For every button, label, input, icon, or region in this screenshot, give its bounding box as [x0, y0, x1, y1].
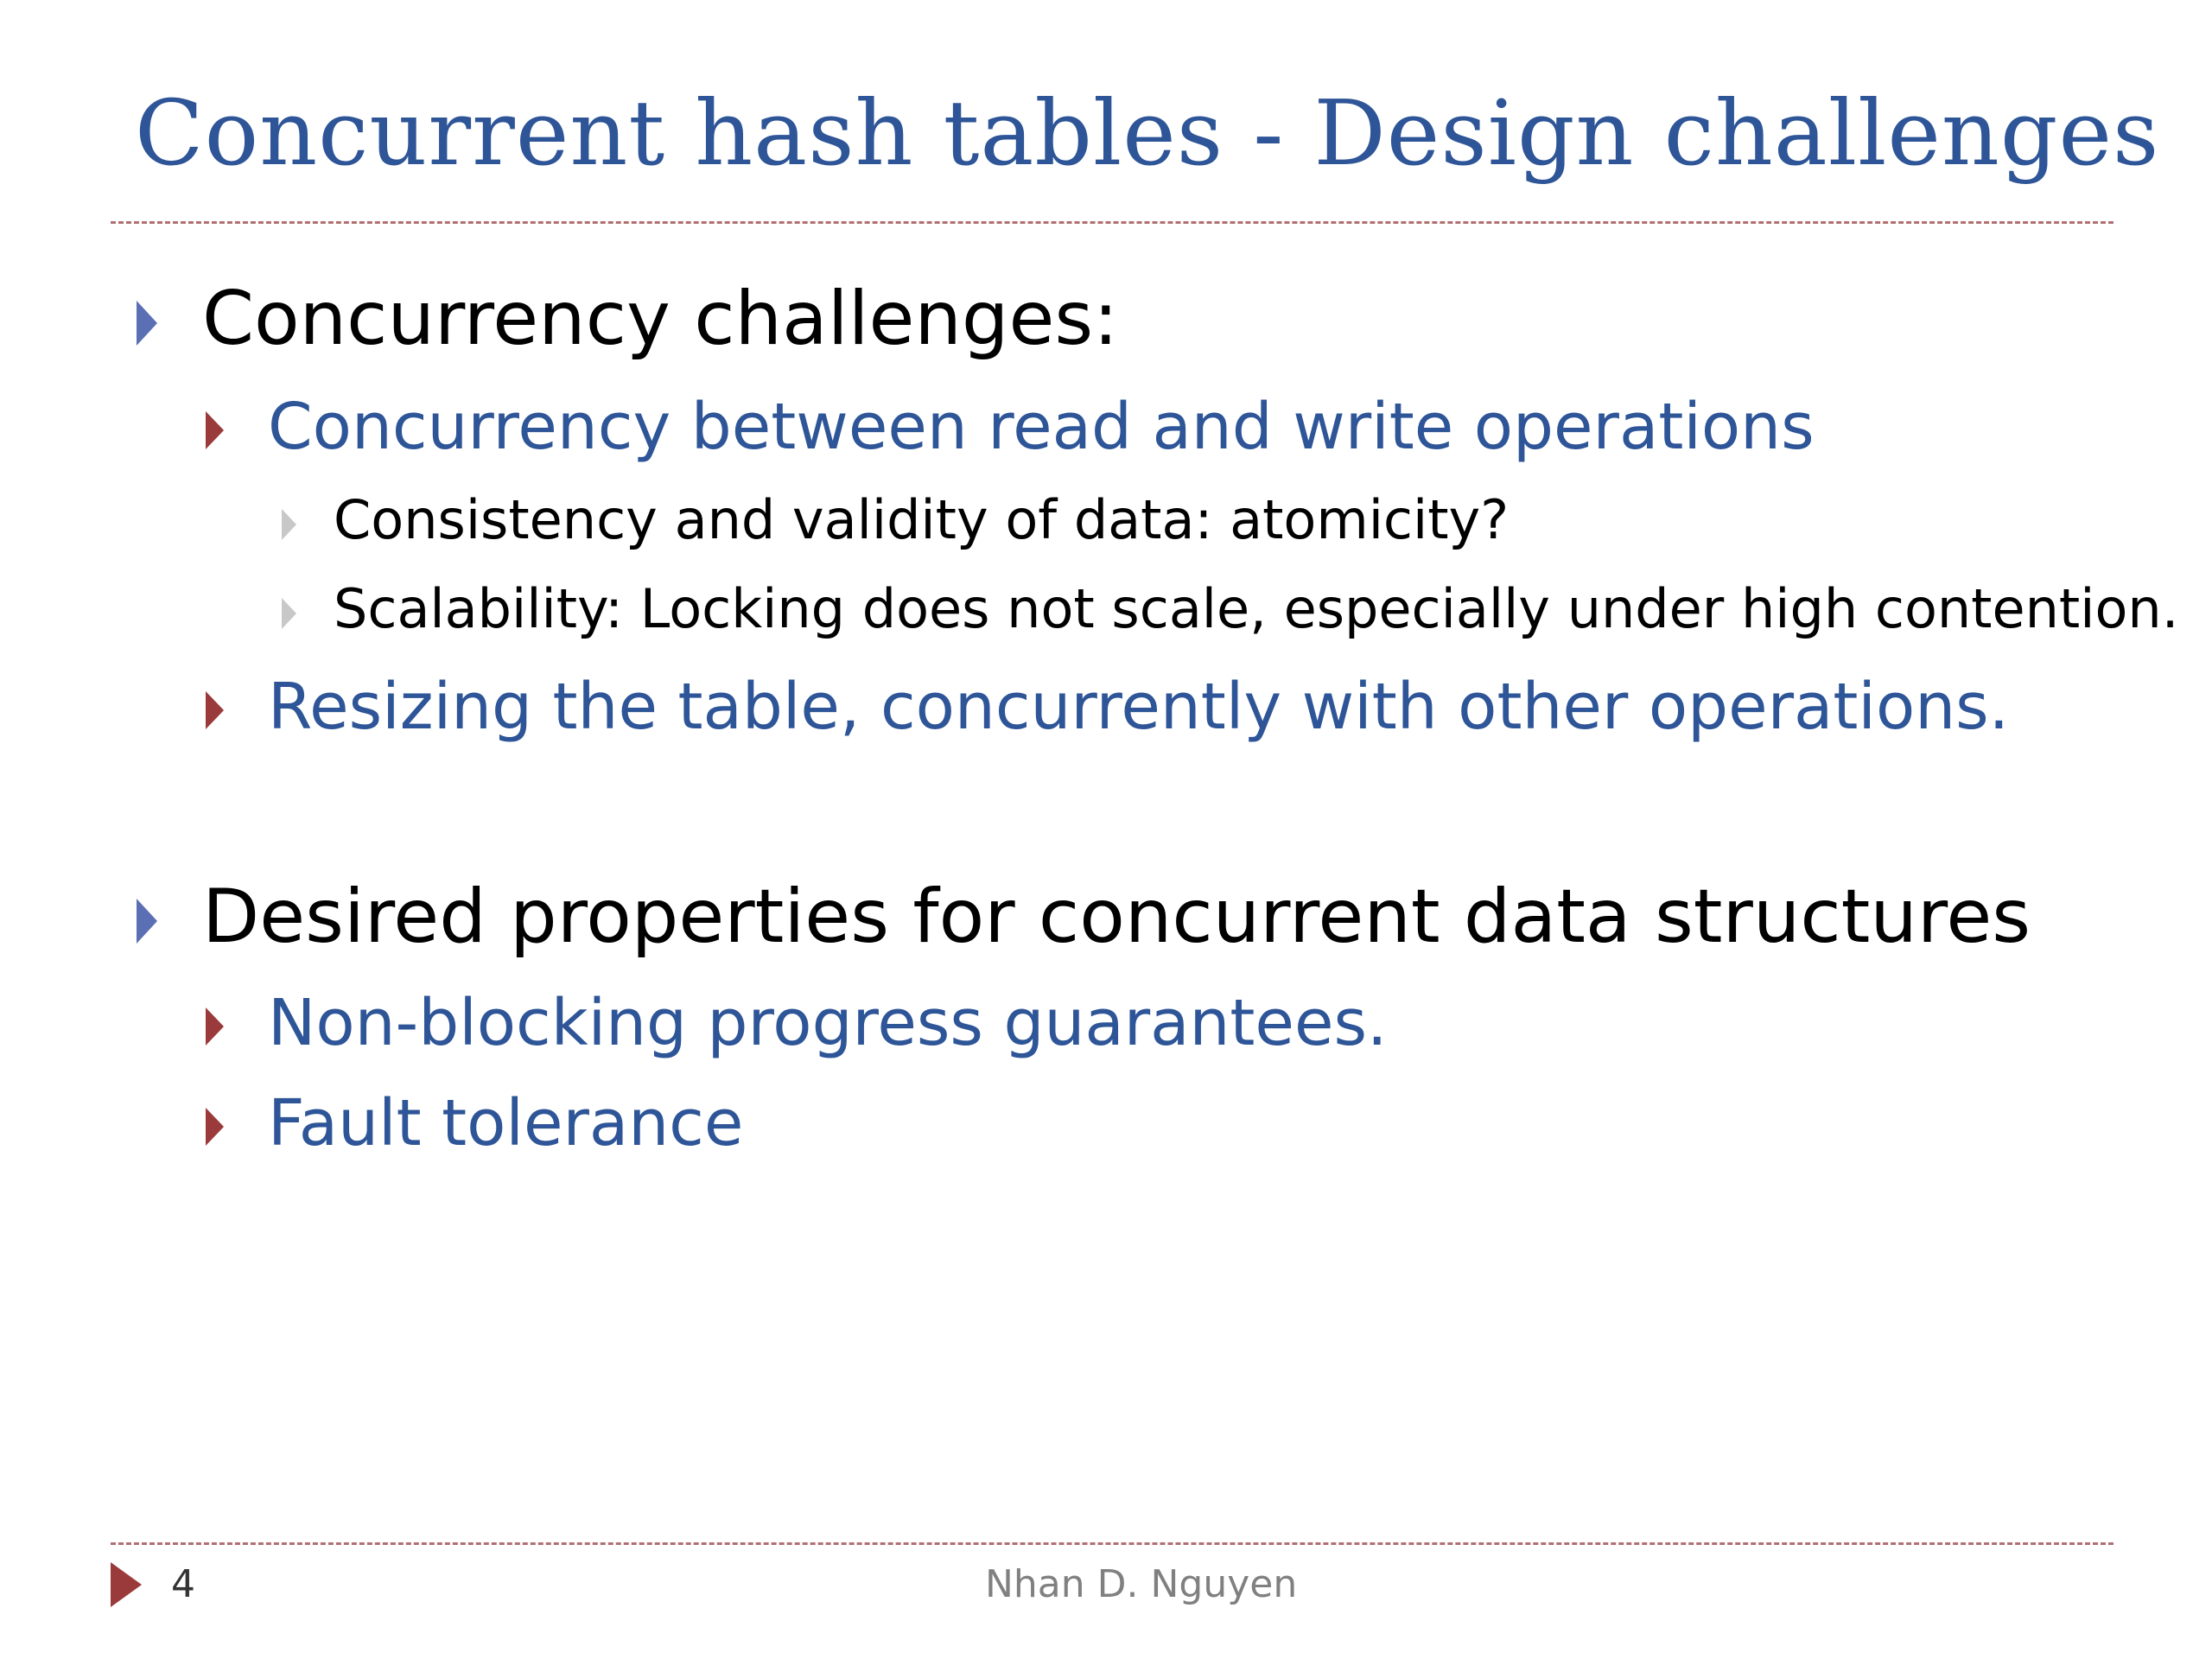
footer-triangle-icon [111, 1562, 142, 1607]
bullet-text: Concurrency challenges: [202, 276, 1119, 362]
footer-divider [111, 1542, 2113, 1545]
bullet-triangle-icon [137, 301, 157, 346]
bullet-text: Scalability: Locking does not scale, especially under high contention. [334, 577, 2179, 640]
bullet-text: Non-blocking progress guarantees. [268, 986, 1388, 1060]
bullet-text: Resizing the table, concurrently with other operations. [268, 670, 2010, 744]
footer-author: Nhan D. Nguyen [985, 1562, 1298, 1606]
bullet-triangle-icon [137, 899, 157, 944]
bullet-triangle-icon [282, 509, 296, 540]
slide-title: Concurrent hash tables - Design challenges [135, 80, 2160, 186]
title-divider [111, 221, 2113, 224]
page-number: 4 [171, 1562, 195, 1606]
bullet-triangle-icon [206, 691, 224, 729]
bullet-text: Fault tolerance [268, 1086, 744, 1160]
bullet-triangle-icon [206, 411, 224, 449]
bullet-triangle-icon [282, 598, 296, 629]
bullet-text: Consistency and validity of data: atomicity? [334, 488, 1510, 551]
bullet-text: Concurrency between read and write operations [268, 390, 1815, 464]
bullet-triangle-icon [206, 1108, 224, 1146]
bullet-triangle-icon [206, 1007, 224, 1046]
bullet-text: Desired properties for concurrent data structures [202, 874, 2031, 960]
